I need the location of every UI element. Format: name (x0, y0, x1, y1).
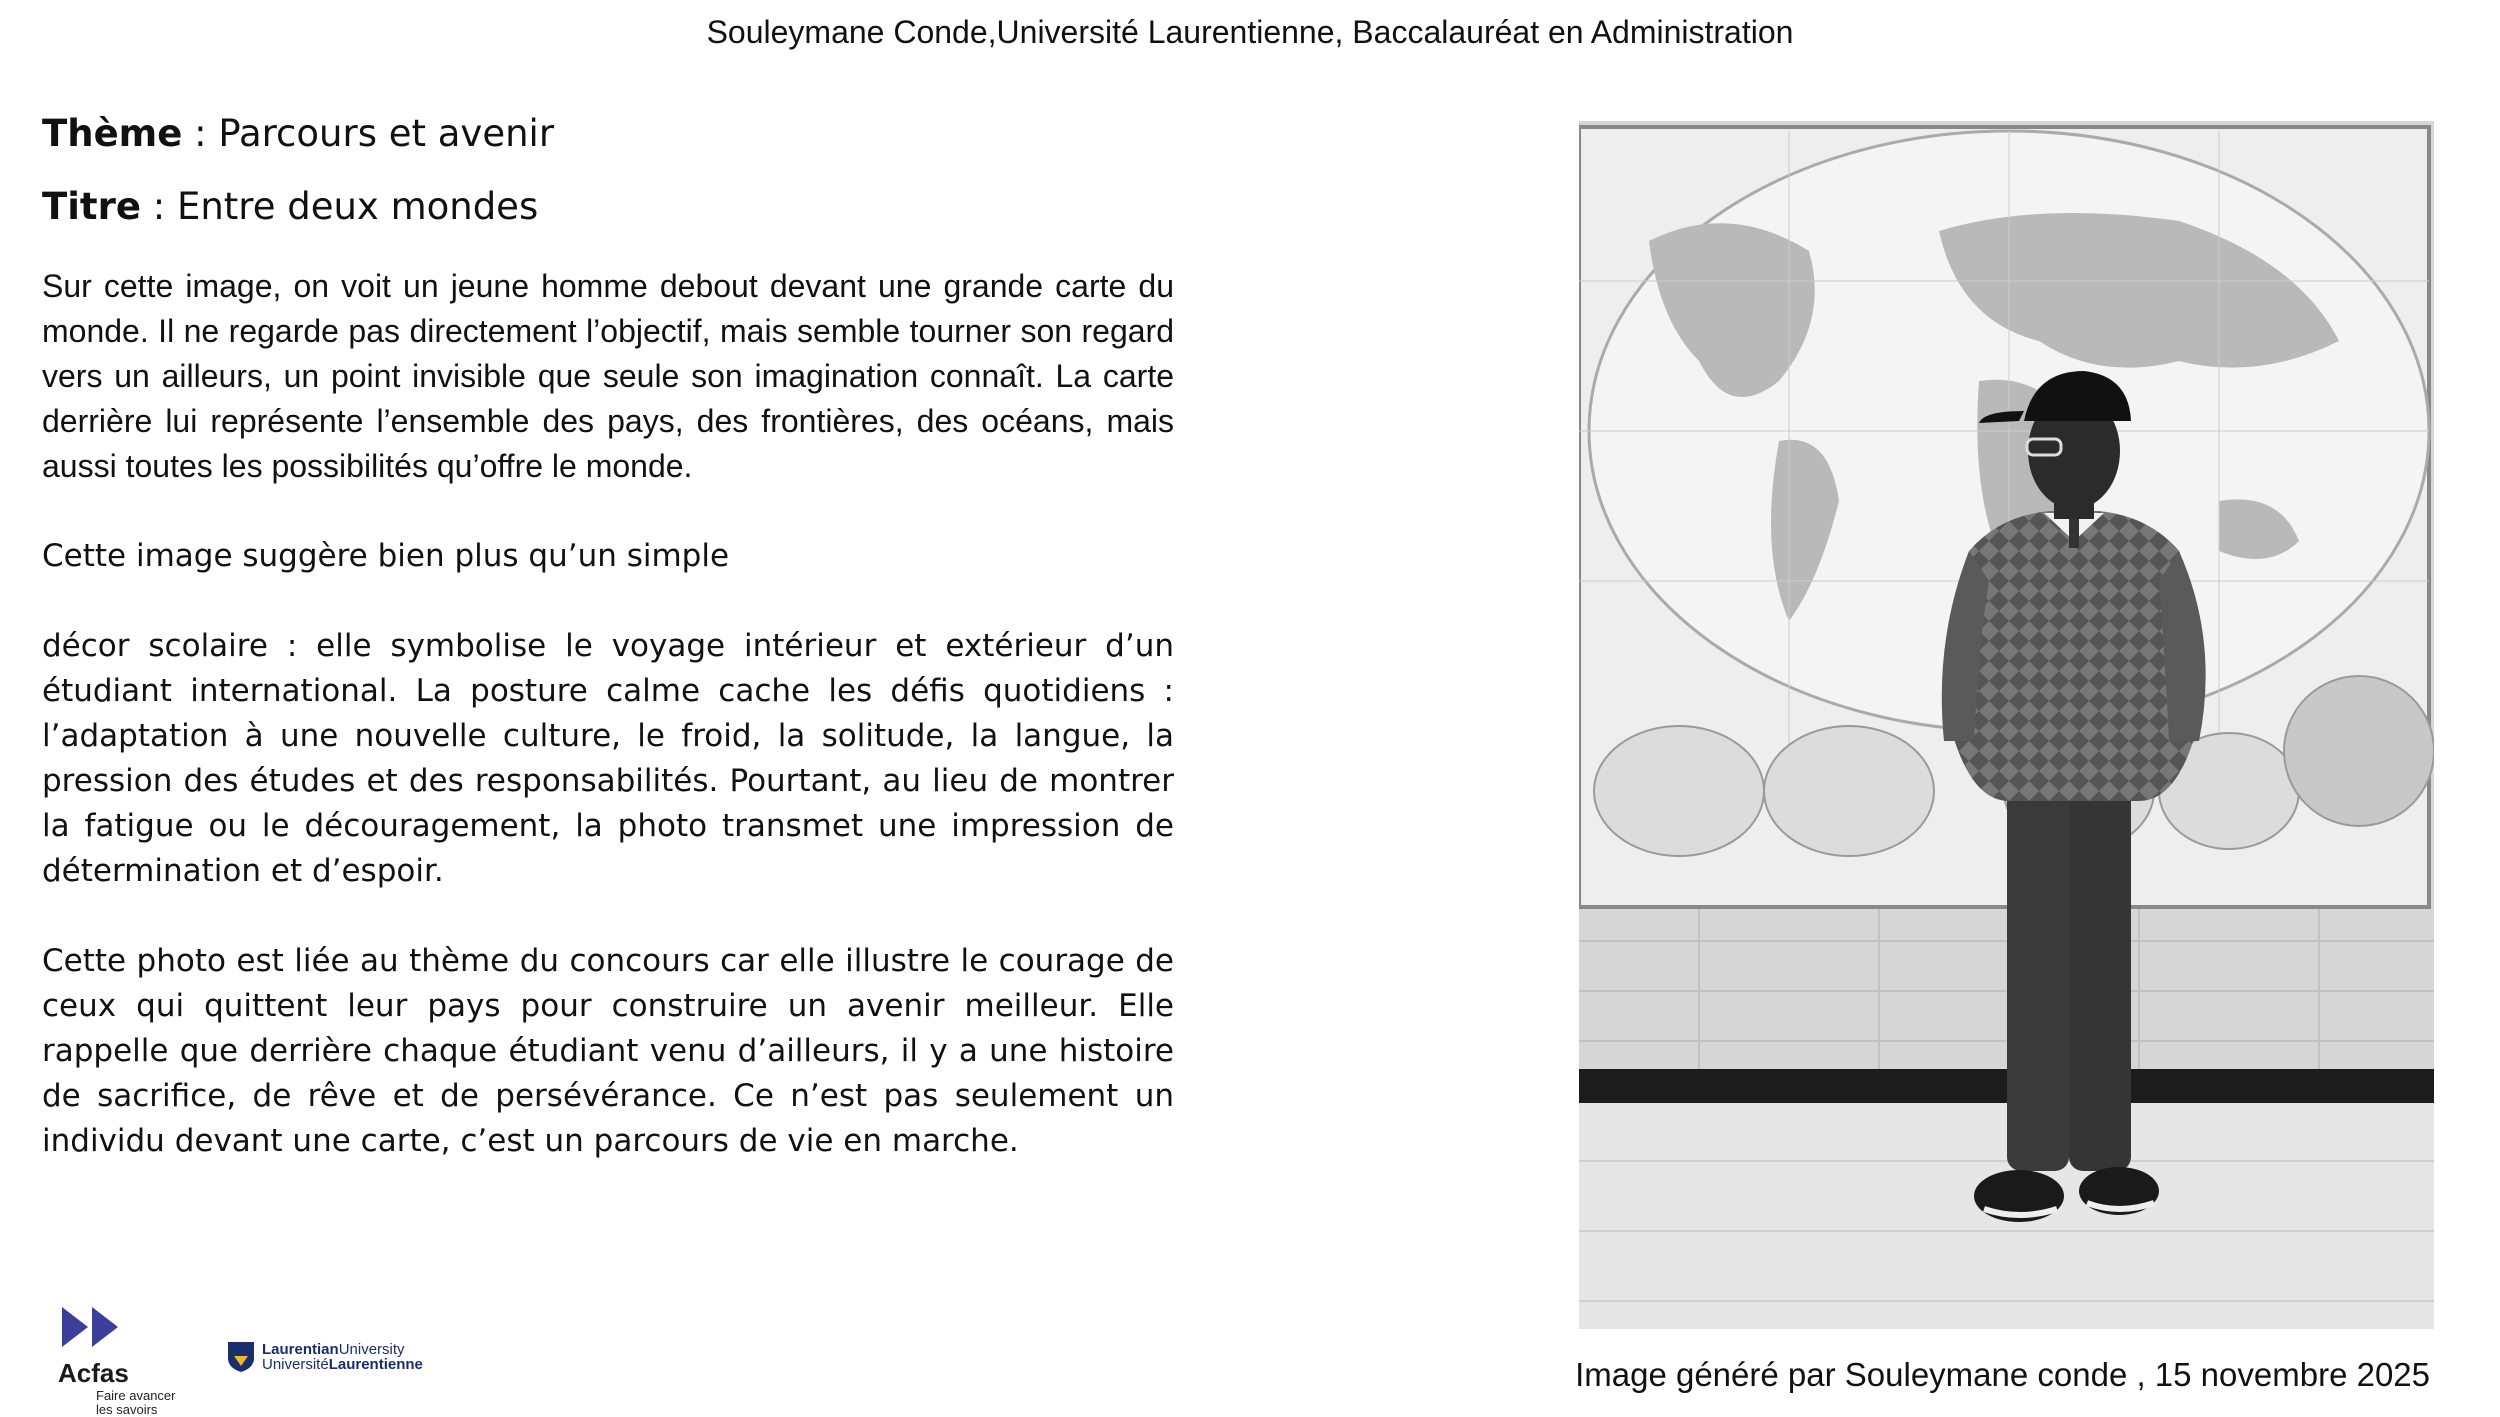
acfas-tagline-2: les savoirs (96, 1402, 158, 1417)
laurentian-line1-a: Laurentian (262, 1341, 339, 1358)
laurentian-shield-icon (226, 1340, 256, 1374)
title-sep: : (140, 185, 177, 228)
title-label: Titre (42, 185, 141, 228)
acfas-tagline-1: Faire avancer (96, 1388, 176, 1403)
paragraph-theme-link: Cette photo est liée au thème du concours car elle illustre le courage de ceux qui quittent leur pays pour construire un avenir meilleur. Elle rappelle que derrière chaque étudiant venu d’ailleurs, il y a une histoire de sacrifice, de rêve et de persévérance. Ce n’est pas seulement un individu devant une carte, c’est un parcours de vie en marche. (42, 943, 1174, 1159)
paragraph-suggestion: Cette image suggère bien plus qu’un simple (42, 538, 730, 574)
text-column (42, 112, 1174, 1164)
theme-value: Parcours et avenir (218, 112, 555, 155)
laurentian-line2-a: Université (262, 1356, 329, 1373)
acfas-name: Acfas (58, 1358, 129, 1388)
photo-caption: Image généré par Souleymane conde , 15 novembre 2025 (1575, 1356, 2430, 1393)
page-header: Souleymane Conde,Université Laurentienne, Baccalauréat en Administration (706, 14, 1794, 50)
title-line (42, 185, 1174, 228)
theme-sep: : (182, 112, 219, 155)
laurentian-line1-b: University (338, 1341, 405, 1358)
theme-label: Thème (42, 112, 183, 155)
title-value: Entre deux mondes (176, 185, 539, 228)
acfas-chevrons-icon (58, 1303, 138, 1353)
paragraph-symbolism: décor scolaire : elle symbolise le voyage intérieur et extérieur d’un étudiant international. La posture calme cache les défis quotidiens : l’adaptation à une nouvelle culture, le froid, la solitude, la langue, la pression des études et des responsabilités. Pourtant, au lieu de montrer la fatigue ou le découragement, la photo transmet une impression de détermination et d’espoir. (42, 628, 1174, 889)
photo-man-before-world-map (1579, 121, 2434, 1329)
theme-line (42, 112, 1174, 155)
laurentian-logo (226, 1340, 423, 1374)
laurentian-line2-b: Laurentienne (328, 1356, 423, 1373)
paragraph-description: Sur cette image, on voit un jeune homme debout devant une grande carte du monde. Il ne regarde pas directement l’objectif, mais semble tourner son regard vers un ailleurs, un point invisible que seule son imagination connaît. La carte derrière lui représente l’ensemble des pays, des frontières, des océans, mais aussi toutes les possibilités qu’offre le monde. (42, 268, 1174, 484)
acfas-logo (58, 1303, 175, 1417)
